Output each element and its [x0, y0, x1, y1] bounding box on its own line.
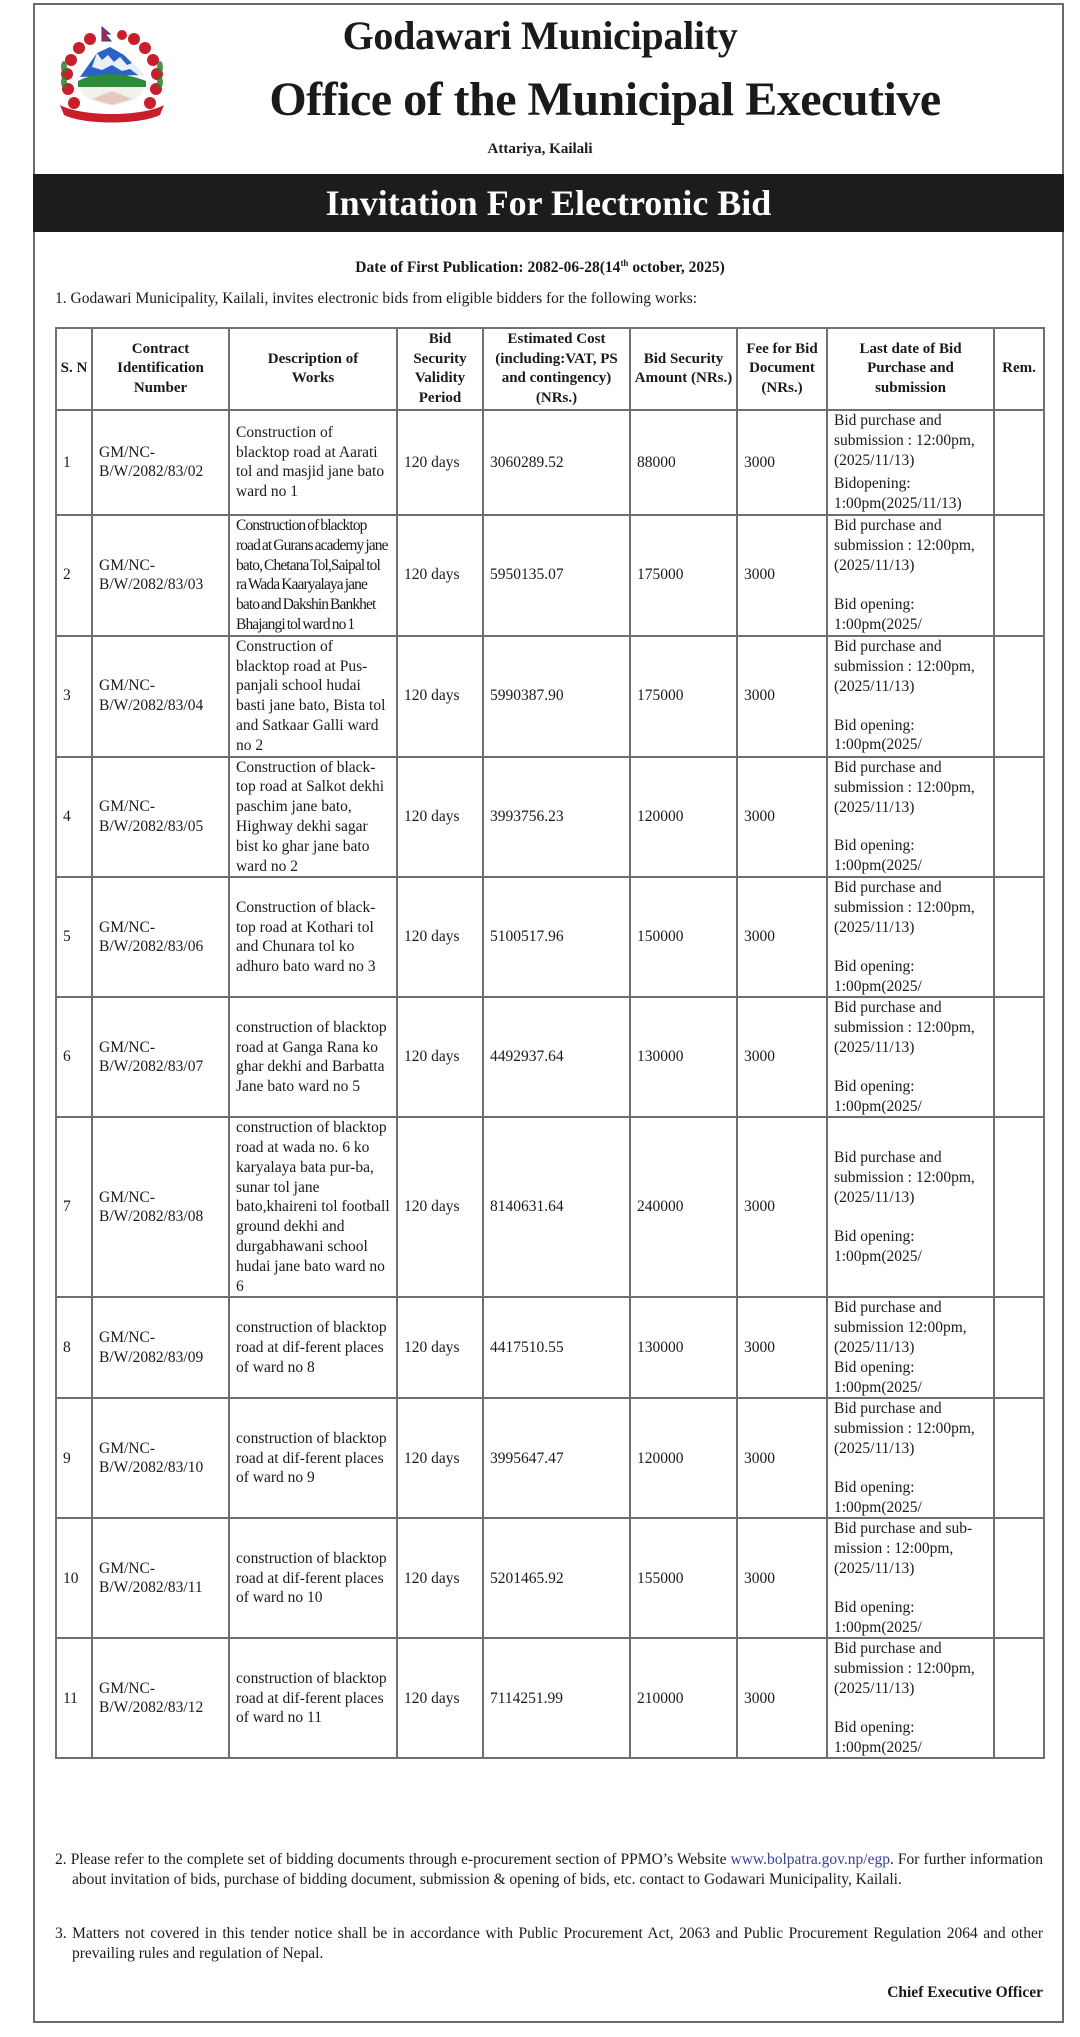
cell-bid-security: 155000 — [630, 1518, 737, 1638]
col-header-validity: Bid Security Validity Period — [397, 328, 483, 410]
cell-last-date — [827, 877, 994, 997]
bid-opening: Bid opening: 1:00pm(2025/ — [834, 837, 922, 875]
cell-contract-id: GM/NC-B/W/2082/83/03 — [92, 515, 229, 636]
cell-estimated-cost: 3995647.47 — [483, 1398, 630, 1518]
note-2 — [55, 1850, 1043, 1890]
cell-last-date — [827, 1518, 994, 1638]
cell-sn: 6 — [56, 997, 92, 1117]
office-address: Attariya, Kailali — [487, 141, 593, 157]
cell-contract-id: GM/NC-B/W/2082/83/05 — [92, 757, 229, 878]
cell-fee: 3000 — [737, 1297, 827, 1398]
cell-validity: 120 days — [397, 1638, 483, 1758]
purchase-deadline: Bid purchase and submission : 12:00pm, (2025/11/13) — [834, 1640, 975, 1698]
cell-bid-security: 120000 — [630, 757, 737, 878]
table-row — [56, 410, 1044, 515]
title-banner — [33, 174, 1064, 232]
purchase-deadline: Bid purchase and submission : 12:00pm, (2025/11/13) — [834, 1149, 975, 1206]
bolpatra-link[interactable]: www.bolpatra.gov.np/egp — [730, 1851, 890, 1868]
publication-date-prefix: Date of First Publication: 2082-06-28(14 — [355, 259, 621, 277]
note-2-text: 2. Please refer to the complete set of bidding documents through e-procurement section of PPMO’s Website — [55, 1851, 731, 1868]
cell-estimated-cost: 4417510.55 — [483, 1297, 630, 1398]
cell-sn: 10 — [56, 1518, 92, 1638]
publication-date-superscript: th — [620, 258, 629, 268]
col-header-sn: S. N — [56, 328, 92, 410]
cell-description: Construction of blacktop road at Aarati tol and masjid jane bato ward no 1 — [229, 410, 397, 515]
cell-last-date — [827, 1398, 994, 1518]
cell-remarks — [994, 1398, 1044, 1518]
cell-contract-id: GM/NC-B/W/2082/83/08 — [92, 1117, 229, 1297]
cell-remarks — [994, 1297, 1044, 1398]
col-header-contract-id: Contract Identification Number — [92, 328, 229, 410]
cell-sn: 1 — [56, 410, 92, 515]
table-row — [56, 1638, 1044, 1758]
cell-fee: 3000 — [737, 877, 827, 997]
cell-fee: 3000 — [737, 636, 827, 757]
note-2-text-after: . For further information about invitation of bids, purchase of bidding document, submission & opening of bids, etc. contact to Godawari Municipality, Kailali. — [72, 1851, 1043, 1888]
purchase-deadline: Bid purchase and submission : 12:00pm, (2025/11/13) — [834, 999, 975, 1056]
cell-sn: 11 — [56, 1638, 92, 1758]
bid-opening: Bid opening: 1:00pm(2025/ — [834, 1358, 922, 1396]
bid-opening: Bid opening: 1:00pm(2025/ — [834, 716, 922, 754]
cell-last-date — [827, 515, 994, 636]
note-3-text: 3. Matters not covered in this tender notice shall be in accordance with Public Procurement Act, 2063 and Public Procurement Regulation 2064 and other prevailing rules and regulation of Nepal. — [55, 1925, 1043, 1962]
col-header-remarks: Rem. — [994, 328, 1044, 410]
purchase-deadline: Bid purchase and submission 12:00pm, (2025/11/13) — [834, 1299, 967, 1357]
cell-fee: 3000 — [737, 1638, 827, 1758]
col-header-description: Description of Works — [229, 328, 397, 410]
cell-last-date — [827, 636, 994, 757]
col-header-fee: Fee for Bid Document (NRs.) — [737, 328, 827, 410]
cell-bid-security: 240000 — [630, 1117, 737, 1297]
cell-fee: 3000 — [737, 1398, 827, 1518]
table-row — [56, 1518, 1044, 1638]
cell-remarks — [994, 1638, 1044, 1758]
cell-fee: 3000 — [737, 997, 827, 1117]
cell-remarks — [994, 997, 1044, 1117]
purchase-deadline: Bid purchase and submission : 12:00pm, (2025/11/13) — [834, 879, 975, 936]
cell-validity: 120 days — [397, 1297, 483, 1398]
cell-sn: 5 — [56, 877, 92, 997]
cell-estimated-cost: 8140631.64 — [483, 1117, 630, 1297]
cell-estimated-cost: 3993756.23 — [483, 757, 630, 878]
purchase-deadline: Bid purchase and sub-mission : 12:00pm, (2025/11/13) — [834, 1520, 973, 1578]
cell-fee: 3000 — [737, 757, 827, 878]
cell-fee: 3000 — [737, 1518, 827, 1638]
bid-opening: Bid opening: 1:00pm(2025/ — [834, 1718, 922, 1756]
cell-remarks — [994, 1518, 1044, 1638]
cell-contract-id: GM/NC-B/W/2082/83/09 — [92, 1297, 229, 1398]
bids-table — [55, 327, 1045, 1759]
cell-last-date — [827, 410, 994, 515]
banner-title: Invitation For Electronic Bid — [325, 183, 772, 223]
cell-contract-id: GM/NC-B/W/2082/83/11 — [92, 1518, 229, 1638]
table-row — [56, 515, 1044, 636]
bid-opening: Bid opening: 1:00pm(2025/ — [834, 1077, 922, 1115]
cell-description: construction of blacktop road at dif-ferent places of ward no 8 — [229, 1297, 397, 1398]
purchase-deadline: Bid purchase and submission : 12:00pm, (2025/11/13) — [834, 1400, 975, 1458]
cell-validity: 120 days — [397, 1117, 483, 1297]
table-row — [56, 757, 1044, 878]
cell-validity: 120 days — [397, 1398, 483, 1518]
bid-opening: Bidopening: 1:00pm(2025/11/13) — [834, 475, 962, 513]
cell-contract-id: GM/NC-B/W/2082/83/10 — [92, 1398, 229, 1518]
table-row — [56, 1117, 1044, 1297]
cell-description: construction of blacktop road at wada no. 6 ko karyalaya bata pur-ba, sunar tol jane bato,khaireni tol football ground dekhi and durgabhawani school hudai jane bato ward no 6 — [229, 1117, 397, 1297]
cell-remarks — [994, 410, 1044, 515]
cell-contract-id: GM/NC-B/W/2082/83/07 — [92, 997, 229, 1117]
cell-description: Construction of blacktop road at Pus-panjali school hudai basti jane bato, Bista tol and Satkaar Galli ward no 2 — [229, 636, 397, 757]
bid-opening: Bid opening: 1:00pm(2025/ — [834, 1598, 922, 1636]
cell-sn: 9 — [56, 1398, 92, 1518]
cell-fee: 3000 — [737, 410, 827, 515]
cell-bid-security: 130000 — [630, 1297, 737, 1398]
office-title: Office of the Municipal Executive — [269, 73, 941, 126]
cell-validity: 120 days — [397, 757, 483, 878]
purchase-deadline: Bid purchase and submission : 12:00pm, (2025/11/13) — [834, 638, 975, 695]
cell-validity: 120 days — [397, 877, 483, 997]
cell-contract-id: GM/NC-B/W/2082/83/02 — [92, 410, 229, 515]
cell-description: Construction of black-top road at Kothari tol and Chunara tol ko adhuro bato ward no 3 — [229, 877, 397, 997]
table-row — [56, 1297, 1044, 1398]
table-row — [56, 997, 1044, 1117]
publication-date-suffix: october, 2025) — [628, 259, 725, 277]
cell-bid-security: 175000 — [630, 515, 737, 636]
col-header-last-date: Last date of Bid Purchase and submission — [827, 328, 994, 410]
cell-fee: 3000 — [737, 1117, 827, 1297]
table-row — [56, 877, 1044, 997]
cell-bid-security: 150000 — [630, 877, 737, 997]
cell-sn: 8 — [56, 1297, 92, 1398]
cell-description: construction of blacktop road at Ganga Rana ko ghar dekhi and Barbatta Jane bato ward no 5 — [229, 997, 397, 1117]
signatory-title: Chief Executive Officer — [887, 1984, 1043, 2001]
cell-estimated-cost: 5990387.90 — [483, 636, 630, 757]
municipality-name: Godawari Municipality — [342, 13, 738, 58]
cell-estimated-cost: 5201465.92 — [483, 1518, 630, 1638]
publication-date — [0, 253, 1080, 278]
cell-bid-security: 88000 — [630, 410, 737, 515]
cell-validity: 120 days — [397, 636, 483, 757]
cell-description: Construction of blacktop road at Gurans academy jane bato, Chetana Tol,Saipal tol ra Wada Kaaryalaya jane bato and Dakshin Bankhet Bhajangi tol ward no 1 — [229, 515, 397, 636]
cell-bid-security: 175000 — [630, 636, 737, 757]
note-3 — [55, 1924, 1043, 1964]
table-header-row — [56, 328, 1044, 410]
table-row — [56, 636, 1044, 757]
cell-sn: 3 — [56, 636, 92, 757]
cell-validity: 120 days — [397, 410, 483, 515]
cell-bid-security: 130000 — [630, 997, 737, 1117]
cell-validity: 120 days — [397, 1518, 483, 1638]
cell-remarks — [994, 515, 1044, 636]
purchase-deadline: Bid purchase and submission : 12:00pm, (2025/11/13) — [834, 517, 975, 574]
cell-bid-security: 120000 — [630, 1398, 737, 1518]
cell-estimated-cost: 5100517.96 — [483, 877, 630, 997]
col-header-bid-security: Bid Security Amount (NRs.) — [630, 328, 737, 410]
cell-estimated-cost: 7114251.99 — [483, 1638, 630, 1758]
cell-estimated-cost: 5950135.07 — [483, 515, 630, 636]
cell-last-date — [827, 1117, 994, 1297]
table-row — [56, 1398, 1044, 1518]
purchase-deadline: Bid purchase and submission : 12:00pm, (2025/11/13) — [834, 758, 975, 816]
cell-description: construction of blacktop road at dif-ferent places of ward no 11 — [229, 1638, 397, 1758]
cell-remarks — [994, 636, 1044, 757]
intro-paragraph: 1. Godawari Municipality, Kailali, invites electronic bids from eligible bidders for the following works: — [55, 290, 698, 307]
cell-estimated-cost: 4492937.64 — [483, 997, 630, 1117]
cell-sn: 4 — [56, 757, 92, 878]
cell-description: construction of blacktop road at dif-ferent places of ward no 9 — [229, 1398, 397, 1518]
cell-validity: 120 days — [397, 515, 483, 636]
cell-description: construction of blacktop road at dif-ferent places of ward no 10 — [229, 1518, 397, 1638]
cell-remarks — [994, 757, 1044, 878]
cell-estimated-cost: 3060289.52 — [483, 410, 630, 515]
cell-last-date — [827, 997, 994, 1117]
bid-opening: Bid opening: 1:00pm(2025/ — [834, 595, 922, 633]
cell-contract-id: GM/NC-B/W/2082/83/06 — [92, 877, 229, 997]
cell-contract-id: GM/NC-B/W/2082/83/04 — [92, 636, 229, 757]
cell-last-date — [827, 1638, 994, 1758]
bid-opening: Bid opening: 1:00pm(2025/ — [834, 1227, 922, 1265]
purchase-deadline: Bid purchase and submission : 12:00pm, (2025/11/13) — [834, 412, 975, 469]
cell-bid-security: 210000 — [630, 1638, 737, 1758]
cell-fee: 3000 — [737, 515, 827, 636]
col-header-estimated-cost: Estimated Cost (including:VAT, PS and contingency) (NRs.) — [483, 328, 630, 410]
bid-opening: Bid opening: 1:00pm(2025/ — [834, 1478, 922, 1516]
cell-sn: 2 — [56, 515, 92, 636]
bid-opening: Bid opening: 1:00pm(2025/ — [834, 957, 922, 995]
cell-validity: 120 days — [397, 997, 483, 1117]
cell-last-date — [827, 1297, 994, 1398]
cell-remarks — [994, 1117, 1044, 1297]
cell-remarks — [994, 877, 1044, 997]
cell-contract-id: GM/NC-B/W/2082/83/12 — [92, 1638, 229, 1758]
cell-sn: 7 — [56, 1117, 92, 1297]
cell-last-date — [827, 757, 994, 878]
cell-description: Construction of black-top road at Salkot dekhi paschim jane bato, Highway dekhi sagar bist ko ghar jane bato ward no 2 — [229, 757, 397, 878]
